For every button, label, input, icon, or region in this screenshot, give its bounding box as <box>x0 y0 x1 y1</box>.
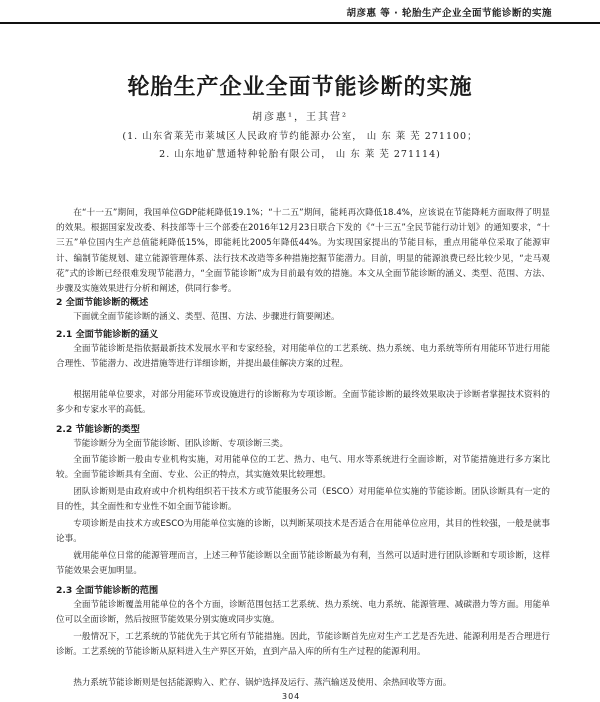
paragraph-2-2-b: 全面节能诊断一般由专业机构实施，对用能单位的工艺、热力、电气、用水等系统进行全面诊断，对节能措施进行多方案比较。全面节能诊断具有全面、专业、公正的特点，其实施效果比较理想。 <box>56 455 550 480</box>
article-title: 轮胎生产企业全面节能诊断的实施 <box>127 75 473 100</box>
paragraph-2-1-a: 全面节能诊断是指依据最新技术发展水平和专家经验，对用能单位的工艺系统、热力系统、电力系统等所有用能环节进行用能合理性、节能潜力、改进措施等进行详细诊断，并提出最佳解决方案的过程。 <box>56 344 550 369</box>
running-title: 胡彦惠 等 · 轮胎生产企业全面节能诊断的实施 <box>346 8 552 19</box>
paragraph-2-3-b: 一般情况下，工艺系统的节能优先于其它所有节能措施。因此，节能诊断首先应对生产工艺是否先进、能源利用是否合理进行诊断。工艺系统的节能诊断从原料进入生产界区开始，直到产品入库的所有生产过程的能源利用。 <box>56 632 550 657</box>
paragraph-2-1-b: 根据用能单位要求，对部分用能环节或设施进行的诊断称为专项诊断。全面节能诊断的最终效果取决于诊断者掌握技术资料的多少和专家水平的高低。 <box>56 390 550 415</box>
page-number: 304 <box>282 692 301 701</box>
paragraph-2-2-e: 就用能单位日常的能源管理而言，上述三种节能诊断以全面节能诊断最为有利，当然可以适时进行团队诊断和专项诊断，这样节能效果会更加明显。 <box>56 551 550 576</box>
author-line: 胡彦惠¹，王其营² <box>251 112 349 123</box>
section-2-2-heading: 2.2 节能诊断的类型 <box>56 424 140 435</box>
abstract-paragraph: 在“十一五”期间，我国单位GDP能耗降低19.1%；“十二五”期间，能耗再次降低18.4%，应该说在节能降耗方面取得了明显的效果。根据国家发改委、科技部等十三个部委在2016年12月23日联合下发的《“十三五”全民节能行动计划》的通知要求，“十三五”单位国内生产总值能耗降低15%，即能耗比2005年降低44%。为实现国家提出的节能目标，重点用能单位采取了能源审计、编制节能规划、建立能源管理体系、法行技术改造等多种措施挖掘节能潜力。目前，明显的能源浪费已经比较少见，“走马观花”式的诊断已经很难发现节能潜力，“全面节能诊断”成为目前最有效的措施。本文从全面节能诊断的涵义、类型、范围、方法、步骤及实施效果进行分析和阐述，供同行参考。 <box>56 208 550 295</box>
paragraph-2-3-c: 热力系统节能诊断则是包括能源购入、贮存、锅炉选择及运行、蒸汽输送及使用、余热回收等方面。 <box>73 678 452 688</box>
affiliation-1: (1. 山东省莱芜市莱城区人民政府节约能源办公室， 山 东 莱 芜 271100； <box>122 131 478 142</box>
affiliation-2: 2. 山东地矿慧通特种轮胎有限公司， 山 东 莱 芜 271114) <box>159 149 441 160</box>
section-2-3-heading: 2.3 全面节能诊断的范围 <box>56 585 159 596</box>
paragraph-2-2-a: 节能诊断分为全面节能诊断、团队诊断、专项诊断三类。 <box>73 439 289 449</box>
section-2-intro: 下面就全面节能诊断的涵义、类型、范围、方法、步骤进行简要阐述。 <box>73 312 340 322</box>
paragraph-2-2-d: 专项诊断是由技术方或ESCO为用能单位实施的诊断，以判断某项技术是否适合在用能单位应用，其目的性较强，一般是就事论事。 <box>56 519 550 544</box>
paragraph-2-3-a: 全面节能诊断覆盖用能单位的各个方面，诊断范围包括工艺系统、热力系统、电力系统、能源管理、减碳潜力等方面。用能单位可以全面诊断，然后按照节能效果分别实施或同步实施。 <box>56 600 550 625</box>
running-header <box>0 0 600 24</box>
section-2-1-heading: 2.1 全面节能诊断的涵义 <box>56 329 159 340</box>
paragraph-2-2-c: 团队诊断则是由政府或中介机构组织若干技术方或节能服务公司（ESCO）对用能单位实施的节能诊断。团队诊断具有一定的目的性，其全面性和专业性不如全面节能诊断。 <box>56 487 550 512</box>
section-2-heading: 2 全面节能诊断的概述 <box>56 297 149 308</box>
